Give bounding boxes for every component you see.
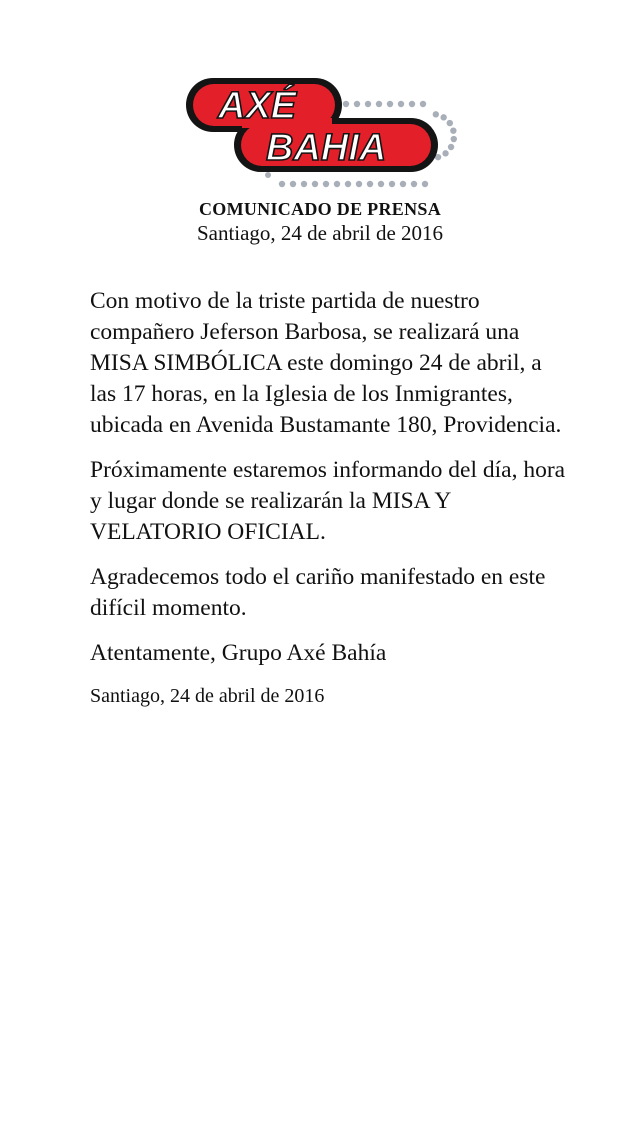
logo-dot [354,101,360,107]
logo-dot [323,181,329,187]
axe-bahia-logo [182,70,458,200]
logo-dot [422,181,428,187]
logo-dot [367,181,373,187]
logo-dot [376,101,382,107]
logo-dot [343,101,349,107]
logo-dot [450,127,456,133]
logo-dot [451,136,457,142]
closing-signature: Atentamente, Grupo Axé Bahía [90,640,387,666]
logo-text-bahia: BAHIA [266,127,387,169]
press-release-date: Santiago, 24 de abril de 2016 [196,221,444,245]
logo-dot [442,150,448,156]
logo-dot [400,181,406,187]
logo-dot [378,181,384,187]
footer-date: Santiago, 24 de abril de 2016 [90,685,325,707]
logo-dot [433,111,439,117]
logo-dot [312,181,318,187]
logo-dot [409,101,415,107]
logo-dot [389,181,395,187]
logo-dot [265,172,271,178]
logo-dot [411,181,417,187]
logo-dot [356,181,362,187]
logo-dot [440,114,446,120]
logo-dot [420,101,426,107]
logo-dot [448,144,454,150]
logo-dot [345,181,351,187]
logo-text-axe: AXÉ [218,85,297,127]
logo-dot [365,101,371,107]
logo-dot [279,181,285,187]
press-release-title: COMUNICADO DE PRENSA [198,199,441,219]
press-release-body [90,286,570,723]
logo-dot [334,181,340,187]
logo-dot [398,101,404,107]
paragraph-misa-simbolica: Con motivo de la triste partida de nuestro compañero Jeferson Barbosa, se realizará una MISA SIMBÓLICA este domingo 24 de abril, a las 17 horas, en la Iglesia de los Inmigrantes, ubicada en Avenida Bustamante 180, Providencia. [90,288,562,438]
logo-dot [387,101,393,107]
paragraph-agradecimiento: Agradecemos todo el cariño manifestado en este difícil momento. [90,564,546,621]
paragraph-velatorio: Próximamente estaremos informando del día, hora y lugar donde se realizarán la MISA Y VELATORIO OFICIAL. [90,457,566,545]
logo-dot [290,181,296,187]
logo-dot [447,120,453,126]
logo-dot [301,181,307,187]
